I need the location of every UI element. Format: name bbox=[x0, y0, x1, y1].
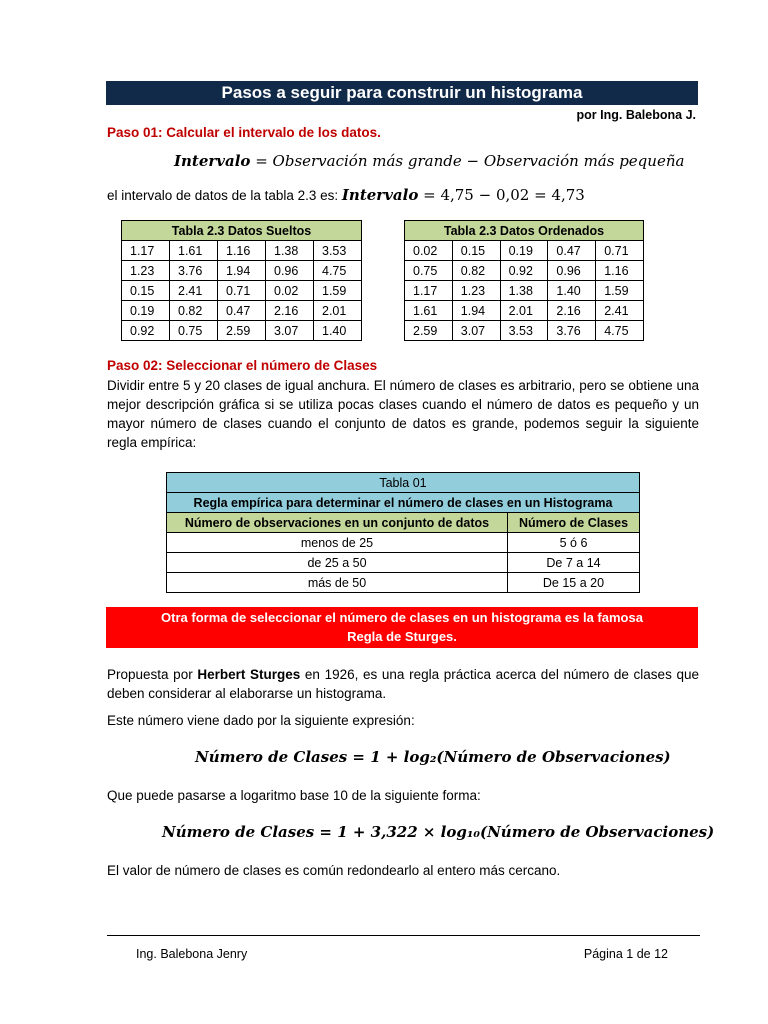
table-cell: 0.19 bbox=[500, 241, 548, 261]
table-cell: 0.82 bbox=[452, 261, 500, 281]
banner-line2: Regla de Sturges. bbox=[347, 629, 457, 644]
table-cell: 2.41 bbox=[596, 301, 644, 321]
table-cell: 0.02 bbox=[405, 241, 453, 261]
table-cell: 0.92 bbox=[500, 261, 548, 281]
table-cell: 0.15 bbox=[452, 241, 500, 261]
table-datos-ordenados bbox=[404, 220, 644, 341]
sturges-text-b: en 1926, es una regla práctica acerca del número de clases que deben considerar al elaborarse un histograma. bbox=[107, 667, 699, 701]
footer-author: Ing. Balebona Jenry bbox=[136, 947, 248, 961]
tabla01-title: Tabla 01 bbox=[167, 473, 640, 493]
table-datos-sueltos bbox=[121, 220, 362, 341]
table-row bbox=[405, 261, 644, 281]
table-cell: 1.61 bbox=[405, 301, 453, 321]
table-cell: 0.15 bbox=[122, 281, 170, 301]
table-cell: 0.96 bbox=[266, 261, 314, 281]
log10-intro: Que puede pasarse a logaritmo base 10 de la siguiente forma: bbox=[107, 788, 481, 803]
tabla01-subtitle: Regla empírica para determinar el número de clases en un Histograma bbox=[167, 493, 640, 513]
footer-page-number: Página 1 de 12 bbox=[583, 947, 668, 961]
tabla01 bbox=[166, 472, 640, 593]
table-cell: 3.53 bbox=[500, 321, 548, 341]
table-cell: 2.59 bbox=[405, 321, 453, 341]
interval-example bbox=[107, 186, 585, 204]
table-cell: 1.61 bbox=[170, 241, 218, 261]
table-cell: 2.01 bbox=[314, 301, 362, 321]
table-cell: 1.40 bbox=[314, 321, 362, 341]
table-cell: 0.19 bbox=[122, 301, 170, 321]
table-cell: 0.92 bbox=[122, 321, 170, 341]
table-cell: 5 ó 6 bbox=[508, 533, 640, 553]
table-cell: 3.07 bbox=[452, 321, 500, 341]
table-cell: menos de 25 bbox=[167, 533, 508, 553]
paso1-heading: Paso 01: Calcular el intervalo de los datos. bbox=[107, 125, 381, 140]
formula-lhs: Intervalo bbox=[174, 152, 251, 170]
table-cell: 0.82 bbox=[170, 301, 218, 321]
sturges-banner bbox=[106, 607, 698, 648]
table-cell: 0.71 bbox=[596, 241, 644, 261]
table-cell: 3.76 bbox=[170, 261, 218, 281]
interval-formula bbox=[174, 152, 684, 170]
rounding-note: El valor de número de clases es común redondearlo al entero más cercano. bbox=[107, 863, 561, 878]
table-cell: 1.40 bbox=[548, 281, 596, 301]
banner-line1: Otra forma de seleccionar el número de clases en un histograma es la famosa bbox=[161, 610, 643, 625]
table-cell: 2.16 bbox=[548, 301, 596, 321]
table-cell: 1.17 bbox=[405, 281, 453, 301]
author-line: por Ing. Balebona J. bbox=[576, 108, 696, 122]
table-cell: 0.96 bbox=[548, 261, 596, 281]
interval-sentence: el intervalo de datos de la tabla 2.3 es: bbox=[107, 188, 342, 203]
footer-divider bbox=[107, 935, 700, 936]
table-cell: 2.41 bbox=[170, 281, 218, 301]
table-cell: 1.16 bbox=[218, 241, 266, 261]
table-row bbox=[167, 533, 640, 553]
table-cell: 4.75 bbox=[314, 261, 362, 281]
table-cell: 0.71 bbox=[218, 281, 266, 301]
table-ordenados-title: Tabla 2.3 Datos Ordenados bbox=[405, 221, 644, 241]
table-row bbox=[405, 301, 644, 321]
table-row bbox=[167, 553, 640, 573]
table-row bbox=[167, 573, 640, 593]
table-cell: 4.75 bbox=[596, 321, 644, 341]
table-cell: 1.23 bbox=[452, 281, 500, 301]
table-cell: De 15 a 20 bbox=[508, 573, 640, 593]
table-row bbox=[122, 301, 362, 321]
table-cell: 1.94 bbox=[452, 301, 500, 321]
table-cell: de 25 a 50 bbox=[167, 553, 508, 573]
table-row bbox=[405, 241, 644, 261]
table-row bbox=[122, 241, 362, 261]
table-cell: 0.75 bbox=[405, 261, 453, 281]
table-cell: 0.47 bbox=[218, 301, 266, 321]
tabla01-col1-header: Número de observaciones en un conjunto de datos bbox=[167, 513, 508, 533]
page-title: Pasos a seguir para construir un histograma bbox=[106, 81, 698, 105]
sturges-formula-log10: Número de Clases = 1 + 3,322 × log₁₀(Número de Observaciones) bbox=[162, 823, 715, 841]
sturges-formula-log2: Número de Clases = 1 + log₂(Número de Observaciones) bbox=[195, 748, 671, 766]
table-row bbox=[405, 321, 644, 341]
table-cell: 1.38 bbox=[500, 281, 548, 301]
example-rhs: = 4,75 − 0,02 = 4,73 bbox=[418, 186, 585, 204]
table-row bbox=[122, 321, 362, 341]
sturges-name: Herbert Sturges bbox=[197, 667, 301, 682]
table-cell: 2.16 bbox=[266, 301, 314, 321]
table-cell: más de 50 bbox=[167, 573, 508, 593]
table-cell: 0.75 bbox=[170, 321, 218, 341]
table-cell: 0.47 bbox=[548, 241, 596, 261]
expression-intro: Este número viene dado por la siguiente expresión: bbox=[107, 713, 415, 728]
table-cell: 1.94 bbox=[218, 261, 266, 281]
example-lhs: Intervalo bbox=[341, 186, 419, 204]
table-cell: 3.07 bbox=[266, 321, 314, 341]
table-cell: 1.23 bbox=[122, 261, 170, 281]
table-cell: 3.76 bbox=[548, 321, 596, 341]
table-cell: 1.38 bbox=[266, 241, 314, 261]
paso2-paragraph: Dividir entre 5 y 20 clases de igual anchura. El número de clases es arbitrario, pero se obtiene una mejor descripción gráfica si se utiliza pocas clases cuando el número de datos es pequeño y un mayor número de clases cuando el conjunto de datos es grande, podemos seguir la siguiente regla empírica: bbox=[107, 378, 699, 450]
table-cell: 2.59 bbox=[218, 321, 266, 341]
table-row bbox=[122, 261, 362, 281]
table-cell: 1.16 bbox=[596, 261, 644, 281]
table-cell: 1.59 bbox=[596, 281, 644, 301]
sturges-paragraph bbox=[107, 665, 699, 703]
formula-rhs: = Observación más grande − Observación más pequeña bbox=[250, 152, 685, 170]
table-cell: 2.01 bbox=[500, 301, 548, 321]
sturges-text-a: Propuesta por bbox=[107, 667, 198, 682]
table-cell: 1.17 bbox=[122, 241, 170, 261]
table-cell: 1.59 bbox=[314, 281, 362, 301]
table-row bbox=[405, 281, 644, 301]
paso2-heading: Paso 02: Seleccionar el número de Clases bbox=[107, 358, 378, 373]
tabla01-col2-header: Número de Clases bbox=[508, 513, 640, 533]
table-cell: 3.53 bbox=[314, 241, 362, 261]
table-cell: 0.02 bbox=[266, 281, 314, 301]
table-sueltos-title: Tabla 2.3 Datos Sueltos bbox=[122, 221, 362, 241]
table-cell: De 7 a 14 bbox=[508, 553, 640, 573]
table-row bbox=[122, 281, 362, 301]
